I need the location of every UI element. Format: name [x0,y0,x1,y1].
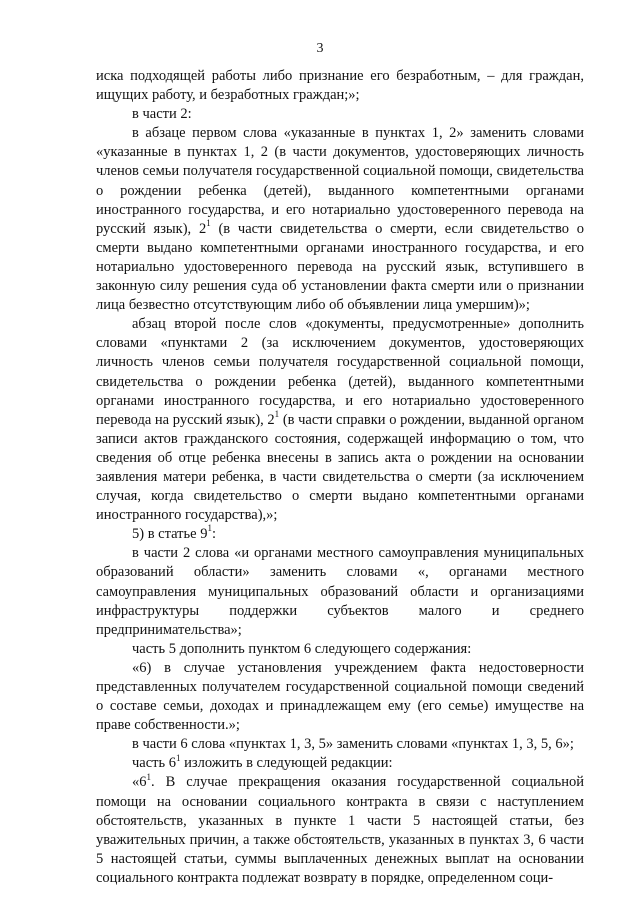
paragraph-text-cont: (в части справки о рождении, выданной органом записи актов гражданского состояния, содержащей информацию о том, что сведения об отце ребенка внесены в запись акта о рождении на основании заявления матери ребенка, в части свидетельства о смерти (за исключением случая, когда свидетельство о смерти выдано компетентными органами иностранного государства),»; [96,411,584,524]
paragraph-6-1-text [96,773,584,888]
superscript: 1 [176,752,181,763]
paragraph-text: в части 2 слова «и органами местного самоуправления муниципальных образований области» заменить словами «, органами местного самоуправления муниципальных образований области и организациями инфраструктуры поддержки субъектов малого и среднего предпринимательства»; [96,545,584,638]
paragraph-continuation [96,67,584,105]
paragraph-text-cont: . В случае прекращения оказания государственной социальной помощи на основании социального контракта в связи с наступлением обстоятельств, указанных в пункте 1 части 5 настоящей статьи, без уважительных причин, а также обстоятельств, указанных в пунктах 3, 6 части 5 настоящей статьи, суммы выплаченных денежных выплат на основании социального контракта подлежат возврату в порядке, определенном соци- [96,774,584,886]
paragraph-text: в абзаце первом слова «указанные в пунктах 1, 2» заменить словами «указанные в пунктах 1, 2 (в части документов, удостоверяющих личность членов семьи получателя государственной социальной помощи, свидетельства о рождении ребенка (детей), выданного компетентными органами иностранного государства, и его нотариально удостоверенного перевода на русский язык), 2 [96,125,584,237]
paragraph-text: в части 2: [132,106,192,123]
superscript: 1 [206,217,211,228]
paragraph-second-abzac [96,315,584,525]
paragraph-part-6-words [96,735,584,754]
paragraph-part-6-1 [96,754,584,773]
paragraph-text: иска подходящей работы либо признание его безработным, – для граждан, ищущих работу, и безработных граждан;»; [96,68,584,104]
paragraph-first-abzac [96,124,584,315]
superscript: 1 [207,523,212,534]
paragraph-text-cont: (в части свидетельства о смерти, если свидетельство о смерти выдано компетентными органами иностранного государства, и его нотариально удостоверенного перевода на русский язык, вступившего в законную силу решения суда об установлении факта смерти или о признании лица безвестно отсутствующим либо об объявлении лица умершим)»; [96,220,585,314]
paragraph-text-cont: : [211,526,216,543]
paragraph-text: «6) в случае установления учреждением факта недостоверности представленных получателем государственной социальной помощи сведений о составе семьи, доходах и принадлежащем ему (его семье) имуществе на праве собственности.»; [96,659,584,734]
paragraph-part-5-add [96,640,584,659]
paragraph-text: абзац второй после слов «документы, предусмотренные» дополнить словами «пунктами 2 (за исключением документов, удостоверяющих личность членов семьи получателя государственной социальной помощи, свидетельства о рождении ребенка (детей), выданного компетентными органами иностранного государства, и его нотариально удостоверенного перевода на русский язык), 2 [96,316,584,428]
paragraph-text: «6 [132,774,147,791]
superscript: 1 [274,408,280,419]
superscript: 1 [146,771,151,782]
paragraph-article-9-1 [96,525,584,544]
page-number: 3 [316,41,324,56]
paragraph-text: часть 6 [132,755,176,772]
paragraph-point-6 [96,659,584,735]
document-body [96,67,584,888]
paragraph-text-cont: изложить в следующей редакции: [180,755,393,772]
paragraph-part-2-words [96,544,584,639]
paragraph-text: 5) в статье 9 [132,526,208,543]
paragraph-part-2 [96,105,584,124]
paragraph-text: часть 5 дополнить пунктом 6 следующего содержания: [132,640,472,657]
paragraph-text: в части 6 слова «пунктах 1, 3, 5» заменить словами «пунктах 1, 3, 5, 6»; [132,736,574,753]
